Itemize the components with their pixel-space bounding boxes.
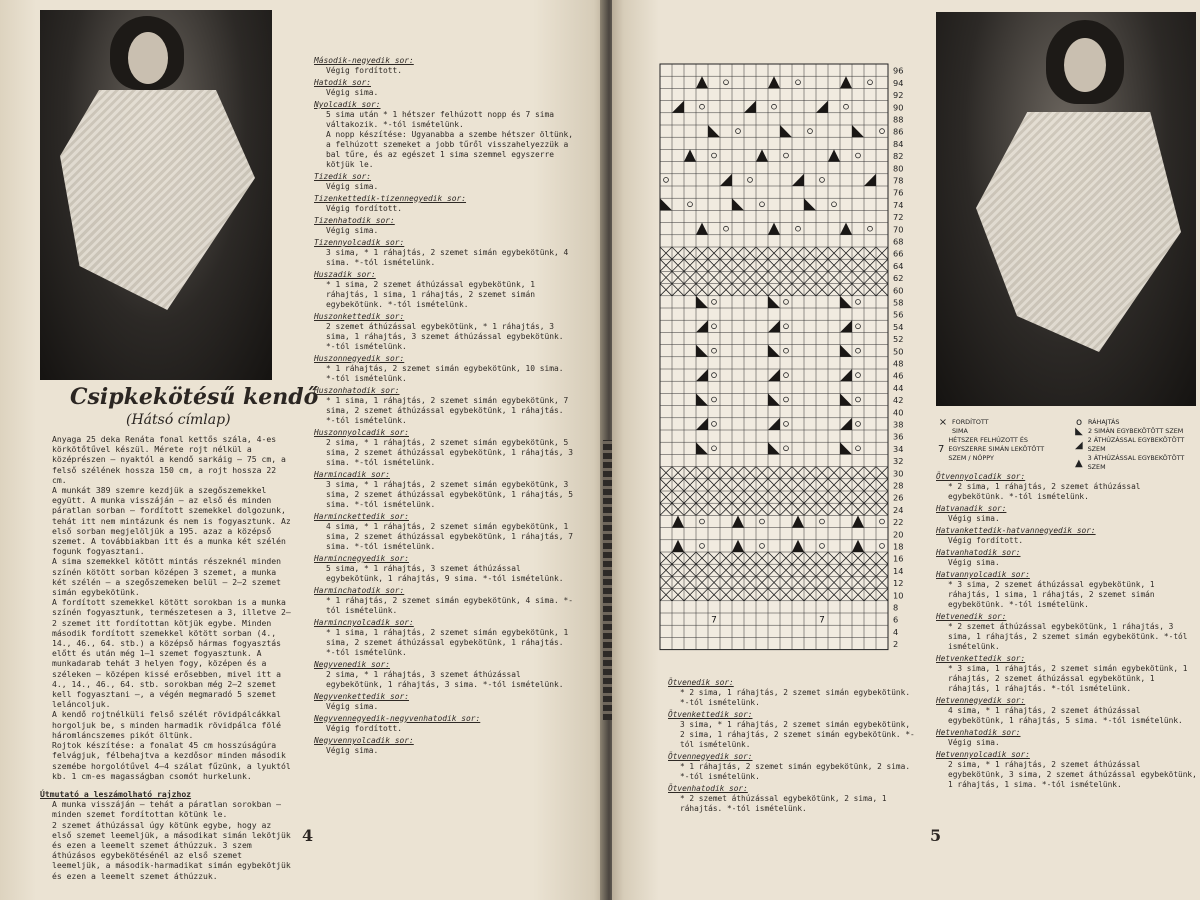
row-number-label: 2 [893,639,899,650]
row-number-label: 8 [893,602,899,613]
intro-text: Anyaga 25 deka Renáta fonal kettős szála, 4-es körkötőtűvel készül. Mérete rojt nélkül a középrészen — nyaktól a kendő sarkáig — 75 cm, a felső szélének hossza 150 cm, a rojt hossza 22 cm. A munkát 389 szemre kezdjük a szegőszemekkel együtt. A munka visszáján — az első és minden páratlan sorban — fordított szemekkel dolgozunk, tehát itt nem mintázunk és nem is fogyasztunk. Az első sorban megjelöljük a 195. azaz a középső szemet. A továbbiakban itt és a munka két szélén fogunk fogyasztani. A sima szemekkel kötött mintás részeknél minden színén kötött sorban középen 3 szemet, a munka két szélén — a szegőszemeken belül — 2—2 szemet simán egybekötünk. A fordított szemekkel kötött sorokban is a munka színén fogyasztunk, természetesen a 3, illetve 2—2 szemet itt fordítottan kötjük egybe. Minden második fordított szemekkel kötött sorban (4., 14., 46., 64. stb.) a középső hármas fogyasztás előtt és után még 1—1 szemet fogyasztunk. A munkadarab tehát 3 helyen fogy, középen és a széleken — középen kissé erősebben, mivel itt a 4., 14., 46., 64. stb. sorokban még 2—2 szemet kell fogyasztani —, a végén megmaradó 5 szemet leláncoljuk. A kendő rojtnélküli felső szélét rövidpálcákkal horgoljuk be, s minden harmadik rövidpálca fölé háromláncszemes pikót öltünk. Rojtok készítése: a fonalat 45 cm hosszúságúra felvágjuk, félbehajtva a kezdősor minden második szemébe horgolótűvel 4—4 szálat fűzünk, a lyuktól kb. 1 cm-es magasságban csomót hurkelunk. Útmutató a leszámolható rajzhoz A munka visszáján — tehát a páratlan sorokban — minden szemet fordítottan kötünk le. 2 szemet áthúzással úgy kötünk egybe, hogy az első szemet leemeljük, a másodikat simán lekötjük és ezen a leemelt szemet áthúzzuk. 3 szem áthúzásos egybekötésénél az első szemet leemeljük, a második-harmadikat simán egybekötjük és ezen a leemelt szemet áthúzzuk. [40,434,291,881]
legend-item: ▲ 3 ÁTHÚZÁSSAL EGYBEKÖTÖTT SZEM [1074,454,1185,471]
row-number-label: 4 [893,626,899,637]
row-number-label: 24 [893,504,904,515]
page-title: Csipkekötésű kendő [70,384,319,410]
row-number-label: 68 [893,236,904,247]
shawl-photo-left [40,10,272,380]
row-number-label: 72 [893,212,904,223]
row-number-label: 60 [893,285,904,296]
row-number-label: 38 [893,419,904,430]
row-number-label: 82 [893,151,904,162]
row-number-label: 12 [893,578,904,589]
row-number-label: 30 [893,468,904,479]
row-number-label: 52 [893,334,904,345]
row-number-label: 14 [893,565,904,576]
row-number-label: 32 [893,456,904,467]
row-number-label: 44 [893,382,904,393]
row-number-label: 26 [893,492,904,503]
row-number-label: 58 [893,297,904,308]
row-instructions-right-col1: Ötvenedik sor: * 2 sima, 1 ráhajtás, 2 szemet simán egybekötünk. *-tól ismételünk. Ötvenkettedik sor: 3 sima, * 1 ráhajtás, 2 szemet simán egybekötünk, 2 sima, 1 ráhajtás, 2 szemet simán egybekötünk. *-tól ismételünk. Ötvennegyedik sor: * 1 ráhajtás, 2 szemet simán egybekötünk, 2 sima. *-tól ismételünk. Ötvenhatodik sor: * 2 szemet áthúzással egybekötünk, 2 sima, 1 ráhajtás. *-tól ismételünk. [668,678,915,813]
shawl-photo-right [936,12,1196,406]
row-number-label: 50 [893,346,904,357]
guide-heading: Útmutató a leszámolható rajzhoz [40,788,192,799]
legend-item: × FORDÍTOTT [938,417,989,428]
row-number-label: 88 [893,114,904,125]
chart-legend [938,418,1200,472]
row-number-label: 36 [893,431,904,442]
row-number-label: 86 [893,126,904,137]
row-number-label: 42 [893,395,904,406]
row-number-label: 34 [893,443,904,454]
nopp-mark: 7 [819,615,825,626]
legend-item: ◢ 2 ÁTHÚZÁSSAL EGYBEKÖTÖTT SZEM [1074,436,1185,453]
row-instructions-right-col2: Ötvennyolcadik sor: * 2 sima, 1 ráhajtás, 2 szemet áthúzással egybekötünk. *-tól ismételünk. Hatvanadik sor: Végig sima. Hatvankettedik-hatvannegyedik sor: Végig fordított. Hatvanhatodik sor: Végig sima. Hatvannyolcadik sor: * 3 sima, 2 szemet áthúzással egybekötünk, 1 ráhajtás, 1 sima, 1 ráhajtás, 2 szemet simán egybekötünk. *-tól ismételünk. Hetvenedik sor: * 2 szemet áthúzással egybekötünk, 1 ráhajtás, 3 sima, 1 ráhajtás, 2 szemet simán egybekötünk. *-tól ismételünk. Hetvenkettedik sor: * 3 sima, 1 ráhajtás, 2 szemet simán egybekötünk, 1 ráhajtás, 2 szemet áthúzással egybekötünk, 1 ráhajtás, 1 ráhajtás. *-tól ismételünk. Hetvennegyedik sor: 4 sima, * 1 ráhajtás, 2 szemet áthúzással egybekötünk, 1 ráhajtás, 5 sima. *-tól ismételünk. Hetvenhatodik sor: Végig sima. Hetvennyolcadik sor: 2 sima, * 1 ráhajtás, 2 szemet áthúzással egybekötünk, 3 sima, 2 szemet áthúzással egybekötünk, 1 ráhajtás, 1 sima. *-tól ismételünk. [936,472,1197,789]
row-number-label: 22 [893,517,904,528]
row-number-label: 54 [893,321,904,332]
row-number-label: 94 [893,77,904,88]
row-number-label: 62 [893,273,904,284]
row-number-label: 90 [893,102,904,113]
row-number-label: 16 [893,553,904,564]
row-number-label: 48 [893,358,904,369]
row-number-label: 6 [893,614,899,625]
row-number-label: 70 [893,224,904,235]
row-instructions-left: Második-negyedik sor: Végig fordított. Hatodik sor: Végig sima. Nyolcadik sor: 5 sima után * 1 hétszer felhúzott nopp és 7 sima váltakozik. *-tól ismételünk. A nopp készítése: Ugyanabba a szembe hétszer öltünk, a felhúzott szemeket a jobb tűről visszahelyezzük a bal tűre, és az egészet 1 sima szemmel egyszerre kötjük le. Tizedik sor: Végig sima. Tizenkettedik-tizennegyedik sor: Végig fordított. Tizenhatodik sor: Végig sima. Tizennyolcadik sor: 3 sima, * 1 ráhajtás, 2 szemet simán egybekötünk, 4 sima. *-tól ismételünk. Huszadik sor: * 1 sima, 2 szemet áthúzással egybekötünk, 1 ráhajtás, 1 sima, 1 ráhajtás, 2 szemet simán egybekötünk. *-tól ismételünk. Huszonkettedik sor: 2 szemet áthúzással egybekötünk, * 1 ráhajtás, 3 sima, 1 ráhajtás, 3 szemet áthúzással egybekötünk. *-tól ismételünk. Huszonnegyedik sor: * 1 ráhajtás, 2 szemet simán egybekötünk, 10 sima. *-tól ismételünk. Huszonhatodik sor: * 1 sima, 1 ráhajtás, 2 szemet simán egybekötünk, 7 sima, 2 szemet áthúzással egybekötünk, 1 ráhajtás. *-tól ismételünk. Huszonnyolcadik sor: 2 sima, * 1 ráhajtás, 2 szemet simán egybekötünk, 5 sima, 2 szemet áthúzással egybekötünk, 1 ráhajtás, 3 sima. *-tól ismételünk. Harmincadik sor: 3 sima, * 1 ráhajtás, 2 szemet simán egybekötünk, 3 sima, 2 szemet áthúzással egybekötünk, 1 ráhajtás, 5 sima. *-tól ismételünk. Harminckettedik sor: 4 sima, * 1 ráhajtás, 2 szemet simán egybekötünk, 1 sima, 2 szemet áthúzással egybekötünk, 1 ráhajtás, 7 sima. *-tól ismételünk. Harmincnegyedik sor: 5 sima, * 1 ráhajtás, 3 szemet áthúzással egybekötünk, 1 ráhajtás, 9 sima. *-tól ismételünk. Harminchatodik sor: * 1 ráhajtás, 2 szemet simán egybekötünk, 4 sima. *-tól ismételünk. Harmincnyolcadik sor: * 1 sima, 1 ráhajtás, 2 szemet simán egybekötünk, 1 sima, 2 szemet áthúzással egybekötünk, 1 ráhajtás. *-tól ismételünk. Negyvenedik sor: 2 sima, * 1 ráhajtás, 3 szemet áthúzással egybekötünk, 1 ráhajtás, 3 sima. *-tól ismételünk. Negyvenkettedik sor: Végig sima. Negyvennegyedik-negyvenhatodik sor: Végig fordított. Negyvennyolcadik sor: Végig sima. [314,56,574,755]
page-number-right: 5 [930,826,942,845]
legend-item: 7 HÉTSZER FELHÚZOTT ÉS EGYSZERRE SIMÁN LEKÖTÖTT SZEM / NÓPPY [938,436,1045,462]
row-number-label: 84 [893,138,904,149]
row-number-label: 40 [893,407,904,418]
legend-item: o RÁHAJTÁS [1075,417,1120,428]
row-number-label: 46 [893,370,904,381]
row-number-label: 96 [893,65,904,76]
knitting-chart [660,64,904,650]
row-number-label: 78 [893,175,904,186]
row-number-label: 10 [893,590,904,601]
row-number-label: 92 [893,90,904,101]
row-number-label: 28 [893,480,904,491]
legend-item: ◣ 2 SIMÁN EGYBEKÖTÖTT SZEM [1075,426,1184,437]
row-number-label: 76 [893,187,904,198]
right-page [612,0,1200,900]
row-number-label: 18 [893,541,904,552]
row-number-label: 20 [893,529,904,540]
nopp-mark: 7 [711,615,717,626]
row-number-label: 80 [893,163,904,174]
row-number-label: 64 [893,260,904,271]
row-number-label: 56 [893,309,904,320]
row-number-label: 66 [893,248,904,259]
row-number-label: 74 [893,199,904,210]
page-number-left: 4 [302,826,314,845]
page-subtitle: (Hátsó címlap) [126,412,231,428]
legend-item: SIMA [952,427,968,435]
